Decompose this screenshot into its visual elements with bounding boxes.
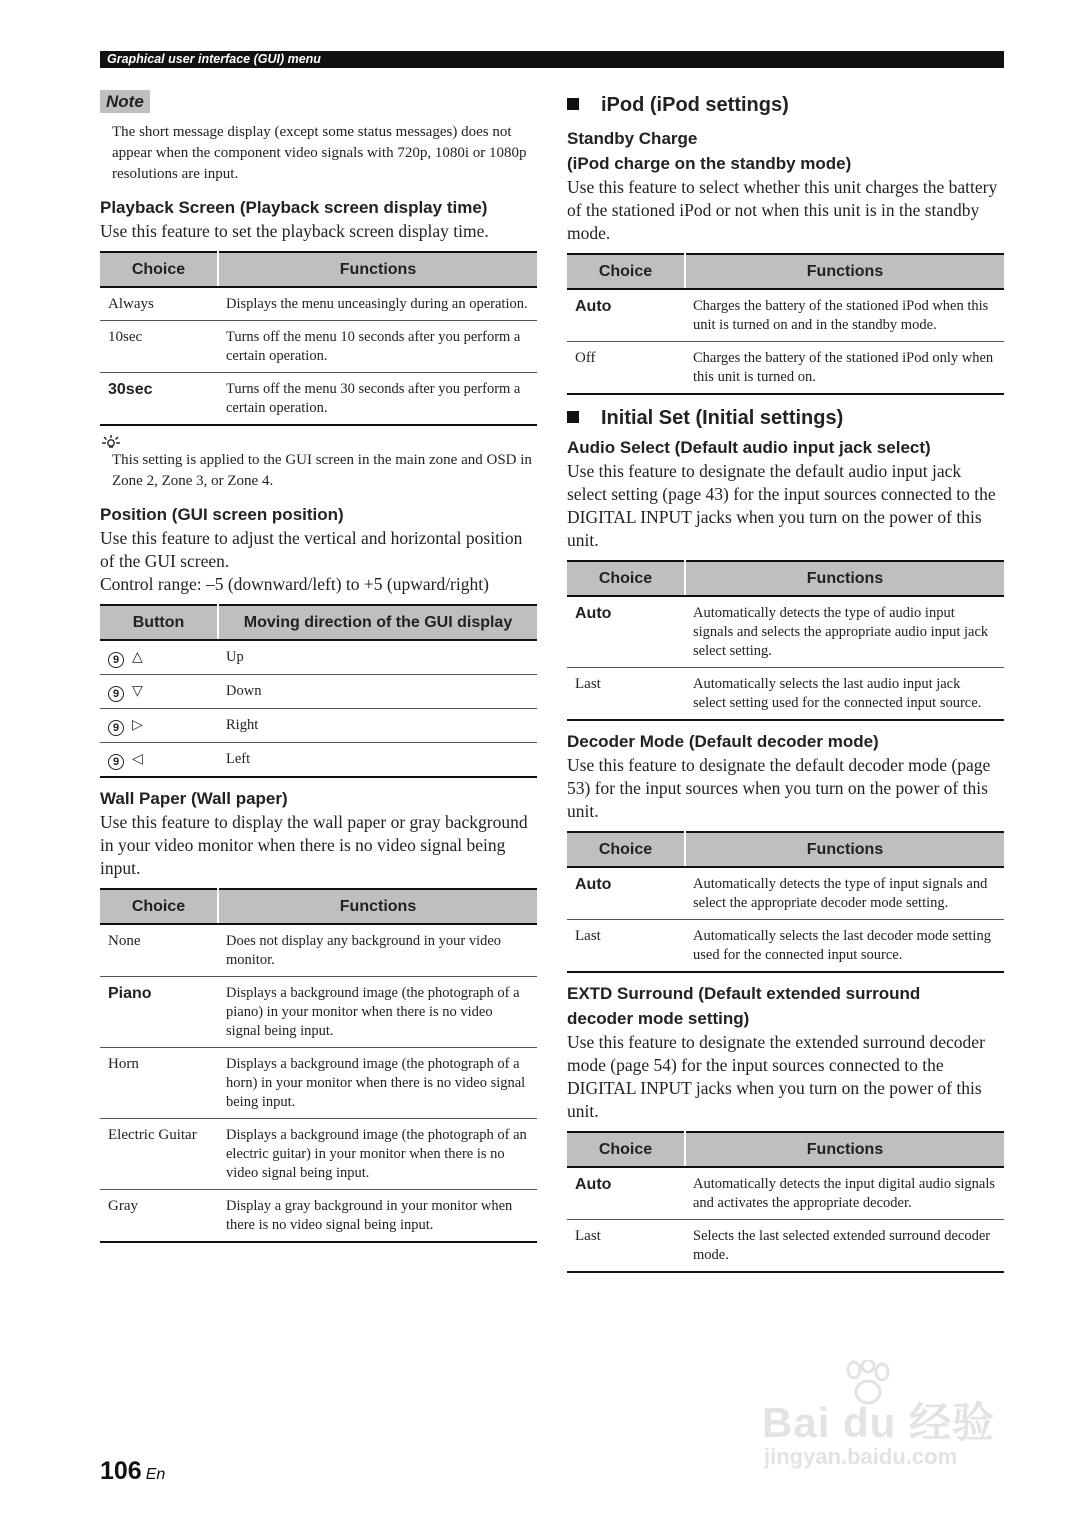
table-row <box>567 596 1004 668</box>
table-row <box>100 675 537 709</box>
function-cell: Displays the menu unceasingly during an operation. <box>218 287 537 321</box>
watermark-url: jingyan.baidu.com <box>764 1444 958 1469</box>
note-text: The short message display (except some status messages) does not appear when the component video signals with 720p, 1080i or 1080p resolutions are input. <box>112 124 527 182</box>
choice-cell: Horn <box>100 1048 218 1119</box>
table-header-functions: Functions <box>218 889 537 924</box>
watermark-main: Bai du 经验 <box>762 1399 996 1446</box>
direction-cell: Right <box>218 709 537 743</box>
table-header-functions: Functions <box>685 832 1004 867</box>
playback-heading: Playback Screen (Playback screen display time) <box>100 198 488 217</box>
page-number: 106 En <box>100 1457 166 1485</box>
extd-surround-heading: EXTD Surround (Default extended surround decoder mode setting) <box>567 984 921 1028</box>
direction-cell: Up <box>218 640 537 675</box>
table-row <box>567 289 1004 342</box>
table-row <box>100 373 537 426</box>
table-row <box>567 867 1004 920</box>
choice-cell-default: Piano <box>100 977 218 1048</box>
left-arrow-icon: ◁ <box>132 751 143 767</box>
tip-text: This setting is applied to the GUI screen in the main zone and OSD in Zone 2, Zone 3, or Zone 4. <box>112 452 532 489</box>
left-column <box>100 90 537 1251</box>
choice-cell: Always <box>100 287 218 321</box>
function-cell: Automatically detects the type of input signals and select the appropriate decoder mode setting. <box>685 867 1004 920</box>
table-header-choice: Choice <box>100 889 218 924</box>
table-header-choice: Choice <box>567 832 685 867</box>
table-row <box>100 321 537 373</box>
choice-cell: Last <box>575 1228 601 1244</box>
table-row <box>100 743 537 778</box>
table-row <box>567 342 1004 395</box>
position-desc: Use this feature to adjust the vertical and horizontal position of the GUI screen. <box>100 528 523 571</box>
playback-desc: Use this feature to set the playback screen display time. <box>100 221 489 241</box>
audio-select-table <box>567 560 1004 721</box>
table-row <box>100 924 537 977</box>
choice-cell-default: Auto <box>567 867 685 920</box>
down-arrow-icon: ▽ <box>132 683 143 699</box>
function-cell: Displays a background image (the photograph of a horn) in your monitor when there is no video signal being input. <box>218 1048 537 1119</box>
choice-cell: None <box>100 924 218 977</box>
extd-surround-table <box>567 1131 1004 1273</box>
choice-cell-default: 30sec <box>108 381 153 398</box>
table-row <box>567 668 1004 721</box>
section-square-icon <box>567 411 579 423</box>
standby-charge-table <box>567 253 1004 395</box>
audio-select-heading: Audio Select (Default audio input jack select) <box>567 438 931 457</box>
table-row <box>100 1048 537 1119</box>
table-row <box>100 1190 537 1243</box>
table-row <box>100 640 537 675</box>
button-9-icon: 9 <box>108 686 124 702</box>
direction-cell: Left <box>226 751 251 767</box>
function-cell: Turns off the menu 10 seconds after you perform a certain operation. <box>218 321 537 373</box>
table-header-functions: Functions <box>685 1132 1004 1167</box>
table-header-button: Button <box>100 605 218 640</box>
table-header-functions: Functions <box>685 254 1004 289</box>
function-cell: Charges the battery of the stationed iPod only when this unit is turned on. <box>693 350 994 385</box>
button-9-icon: 9 <box>108 754 124 770</box>
function-cell: Automatically detects the input digital audio signals and activates the appropriate decoder. <box>685 1167 1004 1220</box>
choice-cell: 10sec <box>100 321 218 373</box>
table-header-functions: Functions <box>218 252 537 287</box>
initial-set-section-heading: Initial Set (Initial settings) <box>567 403 1004 433</box>
choice-cell-default: Auto <box>567 1167 685 1220</box>
table-header-choice: Choice <box>567 1132 685 1167</box>
function-cell: Automatically detects the type of audio input signals and selects the appropriate audio input jack select setting. <box>685 596 1004 668</box>
function-cell: Charges the battery of the stationed iPod when this unit is turned on and in the standby mode. <box>685 289 1004 342</box>
button-cell <box>100 640 218 675</box>
function-cell: Does not display any background in your video monitor. <box>218 924 537 977</box>
choice-cell: Last <box>575 676 601 692</box>
choice-cell: Gray <box>108 1198 138 1214</box>
up-arrow-icon: △ <box>132 649 143 665</box>
baidu-watermark <box>762 1360 1012 1480</box>
function-cell: Displays a background image (the photograph of a piano) in your monitor when there is no video signal being input. <box>218 977 537 1048</box>
table-header-choice: Choice <box>100 252 218 287</box>
section-square-icon <box>567 98 579 110</box>
function-cell: Turns off the menu 30 seconds after you perform a certain operation. <box>226 381 521 416</box>
position-heading: Position (GUI screen position) <box>100 505 344 524</box>
choice-cell-default: Auto <box>567 596 685 668</box>
table-row <box>100 709 537 743</box>
function-cell: Automatically selects the last audio input jack select setting used for the connected input source. <box>693 676 982 711</box>
function-cell: Automatically selects the last decoder mode setting used for the connected input source. <box>693 928 991 963</box>
tip-icon <box>100 434 537 450</box>
extd-surround-desc: Use this feature to designate the extended surround decoder mode (page 54) for the input sources connected to the DIGITAL INPUT jacks when you turn on the power of this unit. <box>567 1032 985 1121</box>
wallpaper-desc: Use this feature to display the wall paper or gray background in your video monitor when there is no video signal being input. <box>100 812 528 878</box>
section-header-bar: Graphical user interface (GUI) menu <box>100 51 1004 68</box>
right-arrow-icon: ▷ <box>132 717 143 733</box>
position-table <box>100 604 537 778</box>
function-cell: Displays a background image (the photograph of an electric guitar) in your monitor when there is no video signal being input. <box>218 1119 537 1190</box>
ipod-section-heading: iPod (iPod settings) <box>567 90 1004 120</box>
standby-charge-heading: Standby Charge (iPod charge on the standby mode) <box>567 129 852 173</box>
choice-cell: Off <box>575 350 596 366</box>
right-column <box>567 90 1004 1281</box>
decoder-mode-desc: Use this feature to designate the default decoder mode (page 53) for the input sources when you turn on the power of this unit. <box>567 755 991 821</box>
button-cell <box>100 743 218 778</box>
table-row <box>567 920 1004 973</box>
wallpaper-table <box>100 888 537 1243</box>
table-row <box>100 1119 537 1190</box>
table-header-choice: Choice <box>567 254 685 289</box>
note-label: Note <box>100 90 150 113</box>
choice-cell-default: Auto <box>567 289 685 342</box>
table-header-functions: Functions <box>685 561 1004 596</box>
button-cell <box>100 675 218 709</box>
wallpaper-heading: Wall Paper (Wall paper) <box>100 789 288 808</box>
button-9-icon: 9 <box>108 652 124 668</box>
table-header-choice: Choice <box>567 561 685 596</box>
playback-table <box>100 251 537 426</box>
table-row <box>567 1220 1004 1273</box>
position-range: Control range: –5 (downward/left) to +5 (upward/right) <box>100 574 489 594</box>
table-row <box>567 1167 1004 1220</box>
table-header-direction: Moving direction of the GUI display <box>218 605 537 640</box>
choice-cell: Electric Guitar <box>100 1119 218 1190</box>
function-cell: Display a gray background in your monitor when there is no video signal being input. <box>226 1198 513 1233</box>
decoder-mode-table <box>567 831 1004 973</box>
button-9-icon: 9 <box>108 720 124 736</box>
button-cell <box>100 709 218 743</box>
language-code: En <box>145 1466 166 1483</box>
choice-cell: Last <box>575 928 601 944</box>
table-row <box>100 287 537 321</box>
standby-charge-desc: Use this feature to select whether this unit charges the battery of the stationed iPod or not when this unit is in the standby mode. <box>567 177 998 243</box>
table-row <box>100 977 537 1048</box>
direction-cell: Down <box>218 675 537 709</box>
audio-select-desc: Use this feature to designate the default audio input jack select setting (page 43) for the input sources connected to the DIGITAL INPUT jacks when you turn on the power of this unit. <box>567 461 996 550</box>
function-cell: Selects the last selected extended surround decoder mode. <box>693 1228 991 1263</box>
decoder-mode-heading: Decoder Mode (Default decoder mode) <box>567 732 879 751</box>
